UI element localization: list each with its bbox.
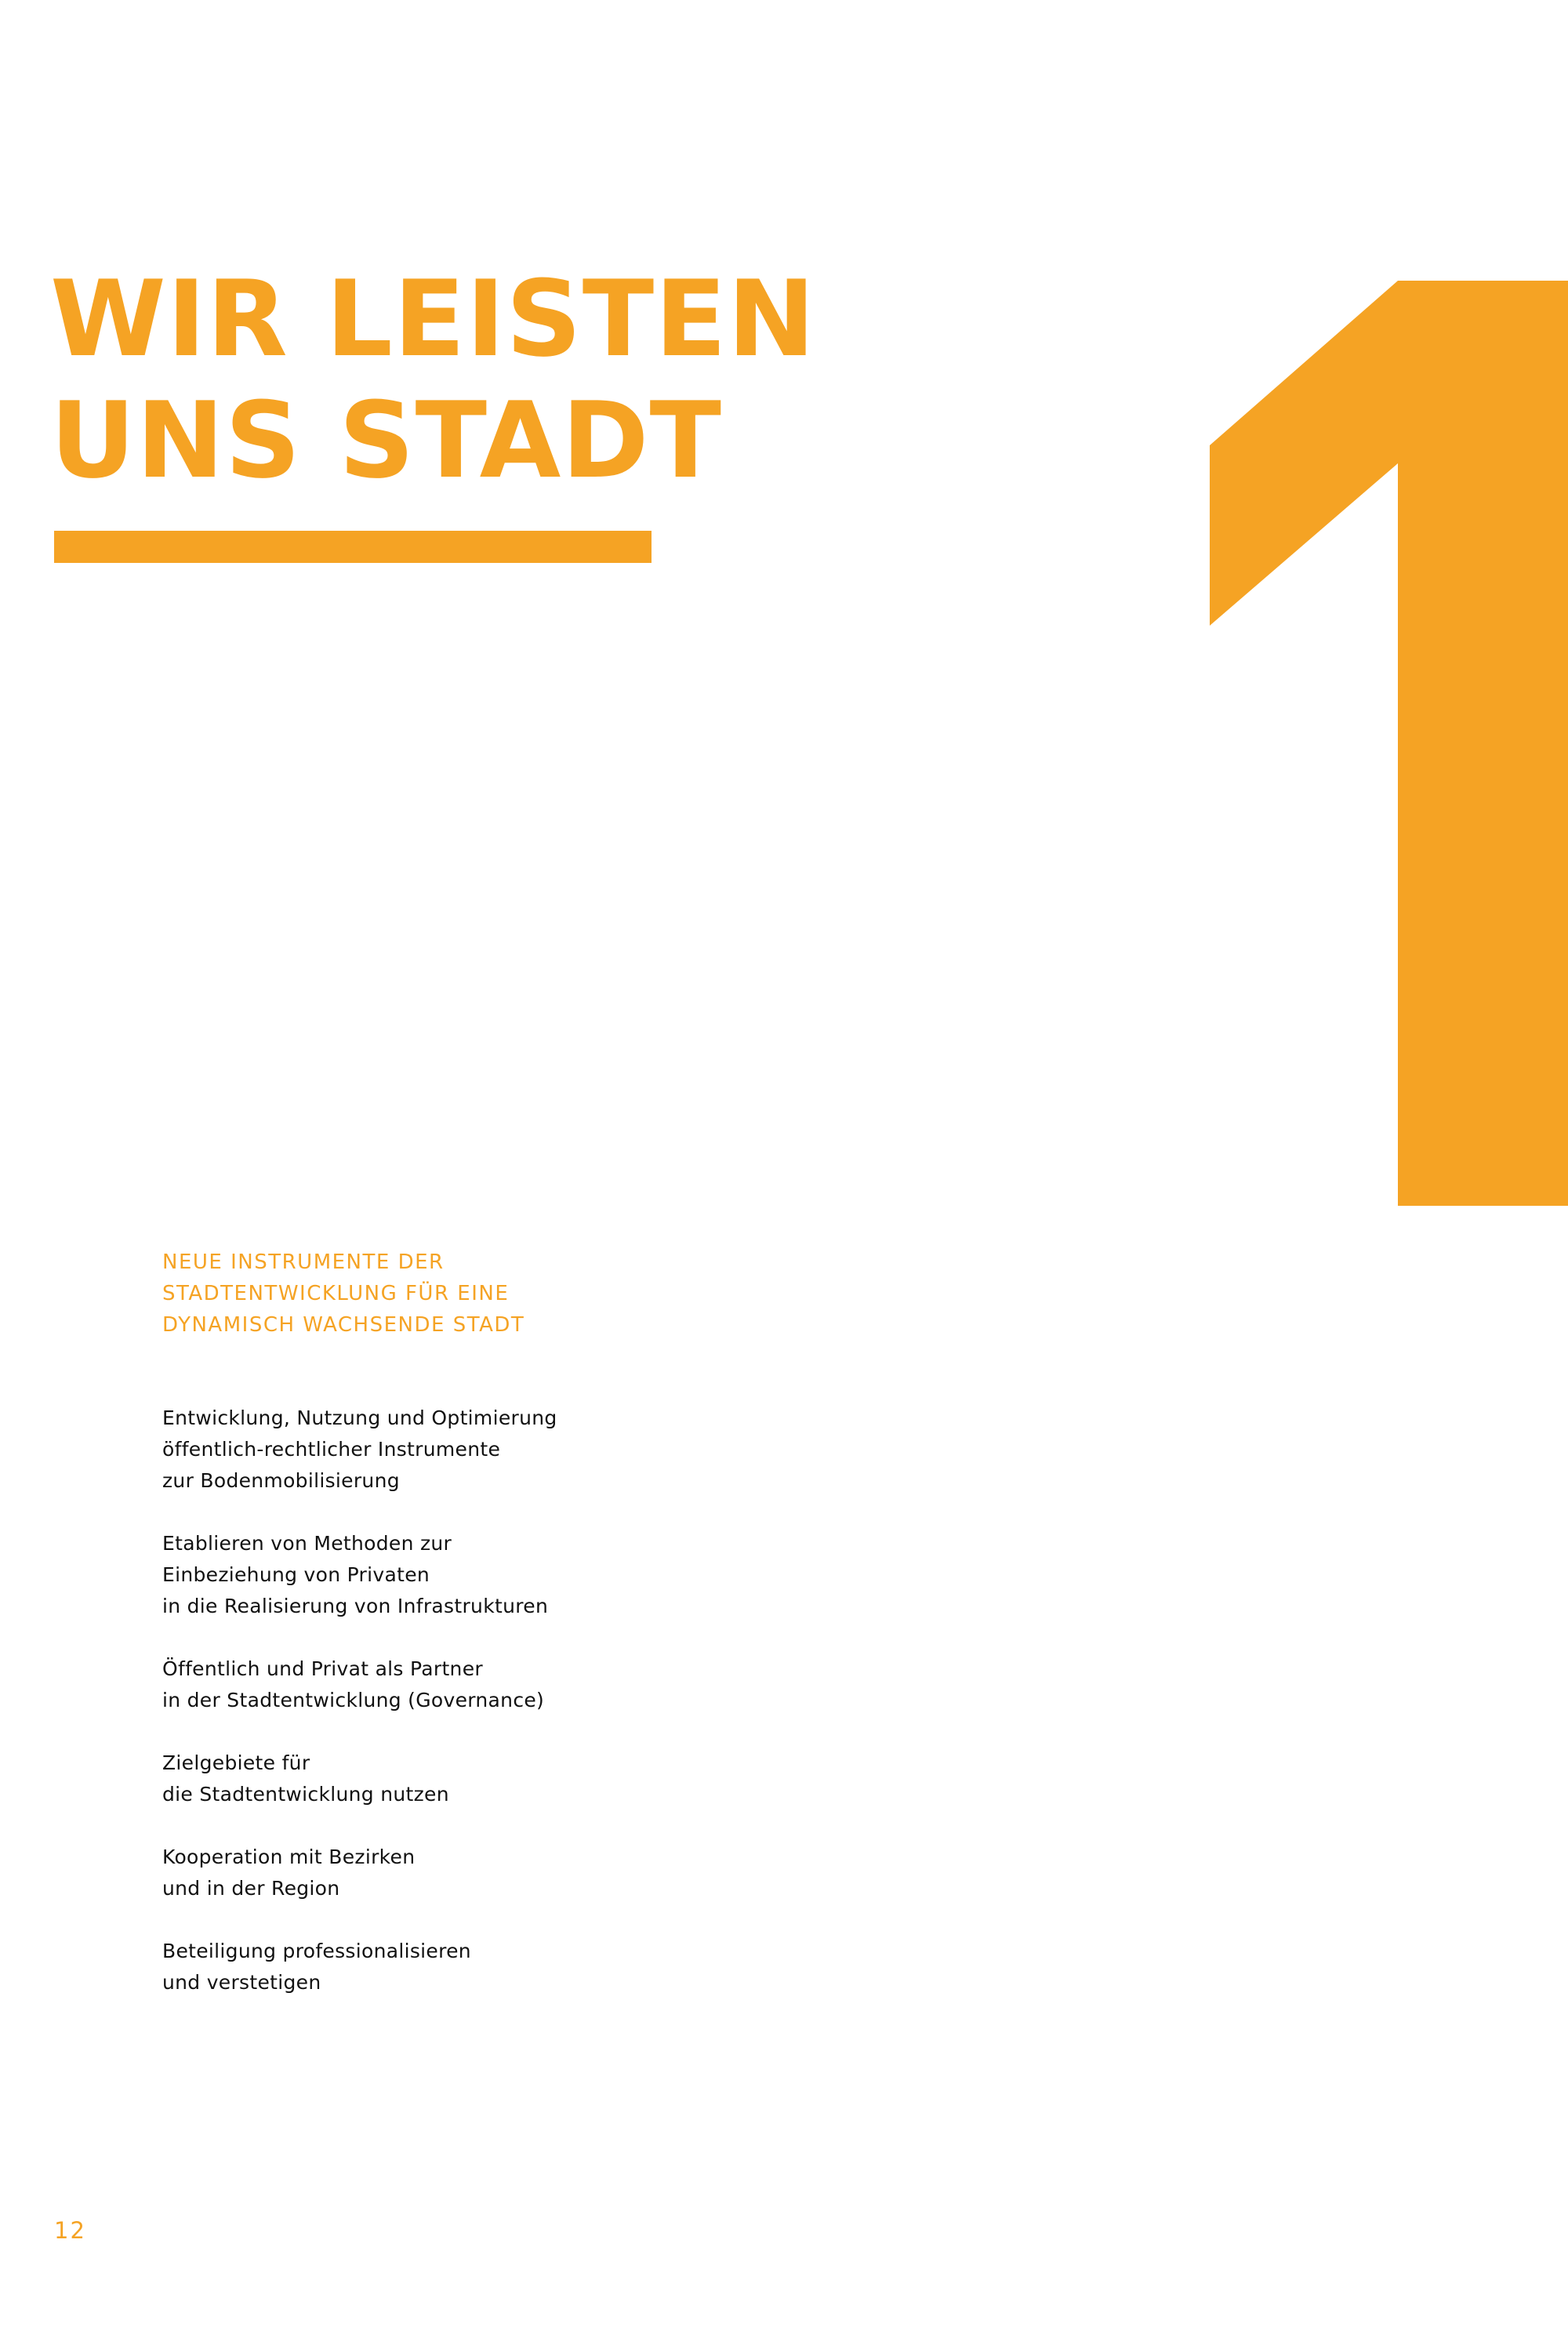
goal-item-line: Öffentlich und Privat als Partner (162, 1657, 483, 1680)
goal-item-line: zur Bodenmobilisierung (162, 1469, 400, 1492)
goal-item-beteiligung (162, 1936, 946, 1998)
goal-item-zielgebiete (162, 1748, 946, 1810)
title-line-1: WIR LEISTEN (50, 258, 816, 380)
goal-item-governance (162, 1653, 946, 1716)
goal-list (162, 1403, 946, 2030)
title-line-2: UNS STADT (50, 379, 722, 502)
goal-item-line: und verstetigen (162, 1971, 321, 1994)
goal-item-line: Etablieren von Methoden zur (162, 1532, 452, 1555)
section-subtitle (162, 1247, 524, 1341)
chapter-number-glyph (1210, 281, 1568, 1206)
goal-item-line: und in der Region (162, 1877, 340, 1900)
goal-item-line: Einbeziehung von Privaten (162, 1563, 430, 1586)
goal-item-bodenmobilisierung (162, 1403, 946, 1497)
goal-item-line: öffentlich-rechtlicher Instrumente (162, 1438, 501, 1461)
goal-item-line: in der Stadtentwicklung (Governance) (162, 1689, 545, 1711)
goal-item-line: Beteiligung professionalisieren (162, 1940, 471, 1962)
subtitle-line-2: STADTENTWICKLUNG FÜR EINE (162, 1282, 510, 1305)
page-number: 12 (54, 2217, 86, 2244)
subtitle-line-3: DYNAMISCH WACHSENDE STADT (162, 1313, 525, 1337)
goal-item-line: Zielgebiete für (162, 1751, 310, 1774)
goal-item-kooperation (162, 1842, 946, 1904)
goal-item-line: die Stadtentwicklung nutzen (162, 1783, 449, 1806)
goal-item-line: in die Realisierung von Infrastrukturen (162, 1595, 549, 1617)
goal-item-line: Kooperation mit Bezirken (162, 1846, 416, 1868)
goal-item-line: Entwicklung, Nutzung und Optimierung (162, 1406, 557, 1429)
goal-item-privaten (162, 1528, 946, 1622)
subtitle-line-1: NEUE INSTRUMENTE DER (162, 1250, 445, 1274)
